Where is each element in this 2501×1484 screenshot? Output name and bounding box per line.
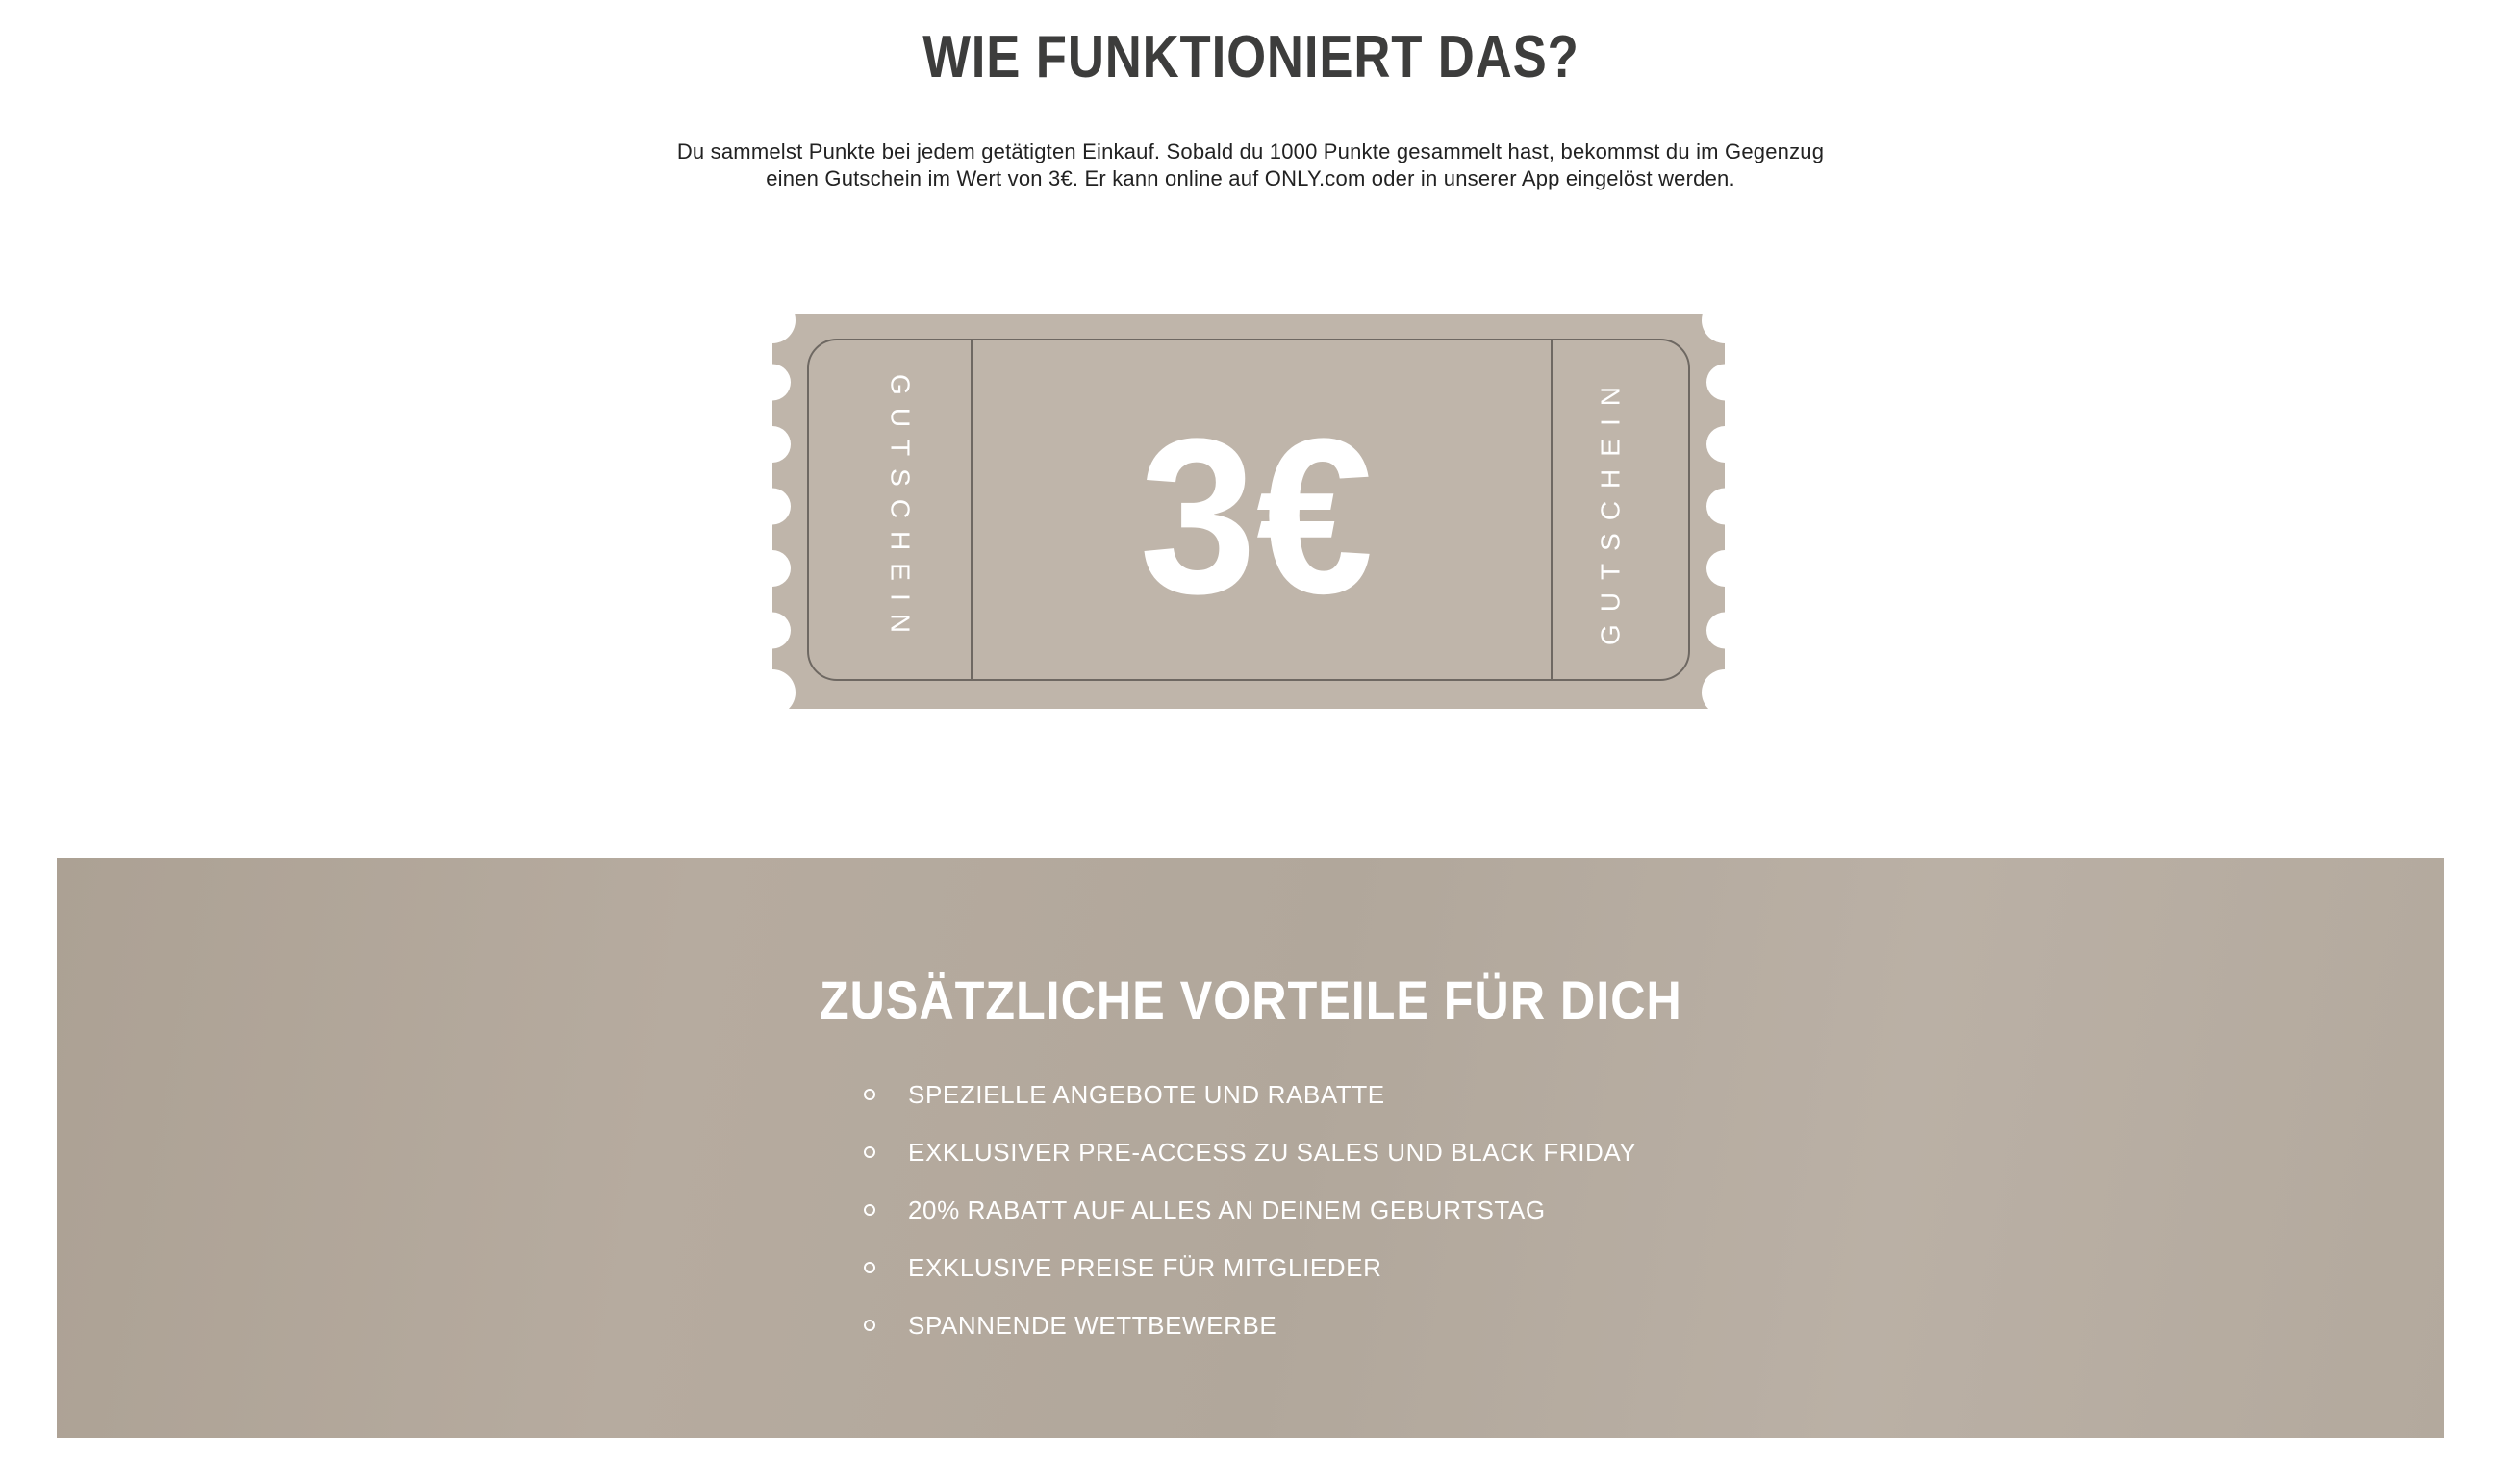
bullet-circle-icon — [864, 1204, 875, 1216]
bullet-circle-icon — [864, 1262, 875, 1273]
benefit-label: EXKLUSIVER PRE-ACCESS ZU SALES UND BLACK FRIDAY — [908, 1138, 1637, 1167]
benefits-list — [864, 1080, 1636, 1369]
voucher-ticket-graphic — [772, 314, 1725, 709]
benefit-label: SPEZIELLE ANGEBOTE UND RABATTE — [908, 1080, 1385, 1109]
benefits-title: ZUSÄTZLICHE VORTEILE FÜR DICH — [819, 969, 1682, 1030]
bullet-circle-icon — [864, 1146, 875, 1158]
bullet-circle-icon — [864, 1320, 875, 1331]
benefit-label: SPANNENDE WETTBEWERBE — [908, 1311, 1277, 1340]
benefit-label: 20% RABATT AUF ALLES AN DEINEM GEBURTSTAG — [908, 1195, 1546, 1224]
ticket-left-stub-label: GUTSCHEIN — [885, 374, 916, 645]
list-item — [864, 1195, 1636, 1224]
section-title: WIE FUNKTIONIERT DAS? — [922, 24, 1579, 90]
bullet-circle-icon — [864, 1089, 875, 1100]
ticket-value: 3€ — [1139, 391, 1374, 641]
ticket-right-stub-label: GUTSCHEIN — [1595, 374, 1626, 645]
description-line-2: einen Gutschein im Wert von 3€. Er kann online auf ONLY.com oder in unserer App eingelöst werden. — [766, 166, 1735, 190]
list-item — [864, 1080, 1636, 1109]
benefits-banner — [57, 858, 2444, 1438]
benefit-label: EXKLUSIVE PREISE FÜR MITGLIEDER — [908, 1253, 1382, 1282]
list-item — [864, 1311, 1636, 1340]
description-line-1: Du sammelst Punkte bei jedem getätigten Einkauf. Sobald du 1000 Punkte gesammelt hast, bekommst du im Gegenzug — [676, 139, 1825, 163]
list-item — [864, 1138, 1636, 1167]
list-item — [864, 1253, 1636, 1282]
section-description — [0, 138, 2501, 192]
